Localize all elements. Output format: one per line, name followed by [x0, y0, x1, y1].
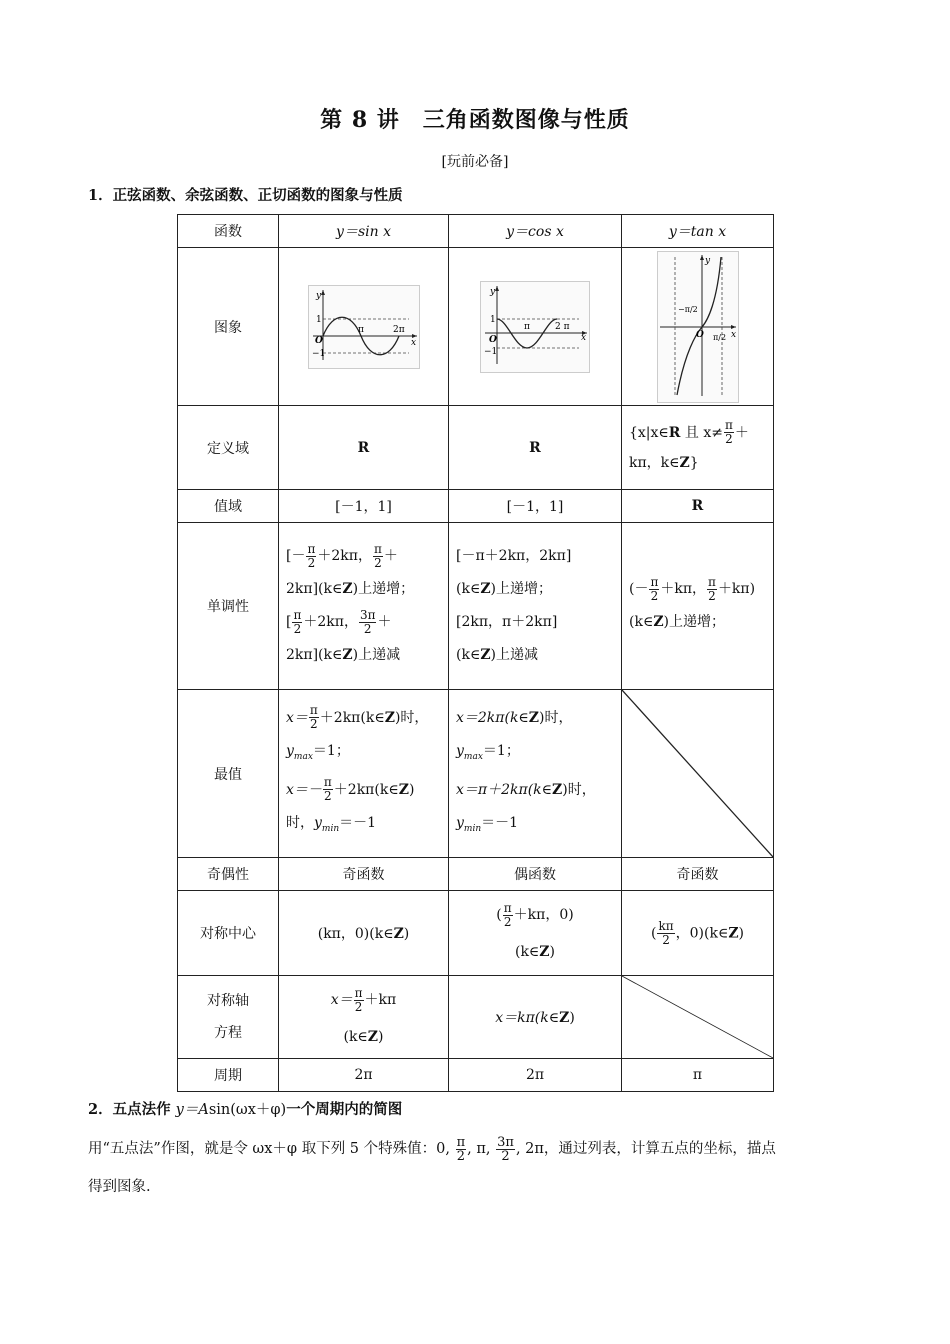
table-row-parity: [178, 858, 774, 891]
svg-text:O: O: [695, 329, 704, 340]
period-cos: 2π: [449, 1059, 622, 1092]
header-func: 函数: [178, 215, 279, 248]
extreme-sin: x＝ $\frac{\pi}{2}$ ＋2kπ(k∈Z)时， $y_{max}=1$； x＝－ $\frac{\pi}{2}$ ＋2kπ(k∈Z) 时，$y_{min}=-1$: [279, 690, 449, 858]
label-axis: 对称轴 方程: [178, 976, 279, 1059]
extreme-cos: x＝2kπ(k∈Z)时， $y_{max}=1$； x＝π＋2kπ(k∈Z)时， $y_{min}=-1$: [449, 690, 622, 858]
svg-text:y: y: [315, 290, 321, 301]
axis-cos: x＝kπ(k∈Z): [449, 976, 622, 1059]
sin-graph: [308, 285, 420, 369]
parity-cos: 偶函数: [449, 858, 622, 891]
svg-text:y: y: [704, 255, 710, 266]
table-row-axis: [178, 976, 774, 1059]
svg-text:O: O: [489, 334, 497, 345]
table-row-center: [178, 891, 774, 976]
svg-text:1: 1: [315, 314, 322, 325]
label-monotonic: 单调性: [178, 523, 279, 690]
parity-tan: 奇函数: [622, 858, 774, 891]
domain-sin: R: [279, 406, 449, 490]
svg-text:π/2: π/2: [712, 332, 726, 342]
center-sin: (kπ，0)(k∈Z): [279, 891, 449, 976]
svg-text:−1: −1: [484, 346, 498, 357]
label-parity: 奇偶性: [178, 858, 279, 891]
monotonic-sin: [－ $\frac{\pi}{2}$ ＋2kπ， $\frac{\pi}{2}$ ＋ 2kπ](k∈Z)上递增； [ $\frac{\pi}{2}$ ＋2kπ， $\frac{3\pi}{2}$ ＋ 2kπ](k∈Z)上递减: [279, 523, 449, 690]
table-row-graph: [178, 248, 774, 406]
trig-properties-table: [177, 214, 774, 1092]
period-sin: 2π: [279, 1059, 449, 1092]
section-1-heading: 1．正弦函数、余弦函数、正切函数的图象与性质: [88, 187, 403, 204]
range-cos: [－1，1]: [449, 490, 622, 523]
period-tan: π: [622, 1059, 774, 1092]
svg-text:π: π: [357, 324, 364, 335]
monotonic-tan: (－ $\frac{\pi}{2}$ ＋kπ， $\frac{\pi}{2}$ ＋kπ) (k∈Z)上递增；: [622, 523, 774, 690]
table-row-header: [178, 215, 774, 248]
extreme-tan-empty: [622, 690, 774, 858]
table-row-extreme: [178, 690, 774, 858]
label-period: 周期: [178, 1059, 279, 1092]
table-row-domain: [178, 406, 774, 490]
graph-sin-cell: [279, 248, 449, 406]
header-cos: y＝cos x: [449, 215, 622, 248]
svg-text:−π/2: −π/2: [677, 304, 698, 314]
table-row-monotonic: [178, 523, 774, 690]
header-tan: y＝tan x: [622, 215, 774, 248]
page-subtitle: [玩前必备]: [441, 154, 509, 170]
svg-text:O: O: [314, 335, 323, 346]
label-extreme: 最值: [178, 690, 279, 858]
label-center: 对称中心: [178, 891, 279, 976]
graph-tan-cell: [622, 248, 774, 406]
svg-text:−1: −1: [311, 348, 325, 359]
table-row-period: [178, 1059, 774, 1092]
axis-tan-empty: [622, 976, 774, 1059]
parity-sin: 奇函数: [279, 858, 449, 891]
domain-tan: {x|x∈R 且 x≠ $\frac{\pi}{2}$ ＋ kπ，k∈Z}: [622, 406, 774, 490]
header-sin: y＝sin x: [279, 215, 449, 248]
domain-cos: R: [449, 406, 622, 490]
table-row-range: [178, 490, 774, 523]
svg-text:2π: 2π: [392, 324, 405, 335]
graph-cos-cell: [449, 248, 622, 406]
svg-text:x: x: [410, 337, 416, 348]
range-sin: [－1，1]: [279, 490, 449, 523]
cos-graph: [480, 281, 590, 373]
svg-text:2 π: 2 π: [555, 321, 570, 332]
tan-graph: [657, 251, 739, 403]
center-cos: ( $\frac{\pi}{2}$ ＋kπ，0) (k∈Z): [449, 891, 622, 976]
axis-sin: x＝ $\frac{\pi}{2}$ ＋kπ (k∈Z): [279, 976, 449, 1059]
monotonic-cos: [－π＋2kπ，2kπ] (k∈Z)上递增； [2kπ，π＋2kπ] (k∈Z)上递减: [449, 523, 622, 690]
label-graph: 图象: [178, 248, 279, 406]
five-point-paragraph: 用“五点法”作图，就是令 ωx＋φ 取下列 5 个特殊值：0, $\frac{\pi}{2}$ , π, $\frac{3\pi}{2}$ , 2π，通过列表，计算五点的坐标，描点 得到图象.: [88, 1134, 776, 1195]
range-tan: R: [622, 490, 774, 523]
page-title: 第 8 讲 三角函数图像与性质: [320, 107, 630, 133]
center-tan: ( $\frac{k\pi}{2}$ ，0)(k∈Z): [622, 891, 774, 976]
section-2-heading: 2．五点法作 y＝Asin(ωx＋φ)一个周期内的简图: [88, 1101, 403, 1118]
svg-text:y: y: [490, 286, 496, 297]
label-range: 值域: [178, 490, 279, 523]
svg-text:1: 1: [490, 314, 496, 325]
svg-text:π: π: [524, 321, 530, 332]
label-domain: 定义域: [178, 406, 279, 490]
svg-text:x: x: [730, 329, 736, 340]
svg-text:x: x: [581, 332, 587, 343]
